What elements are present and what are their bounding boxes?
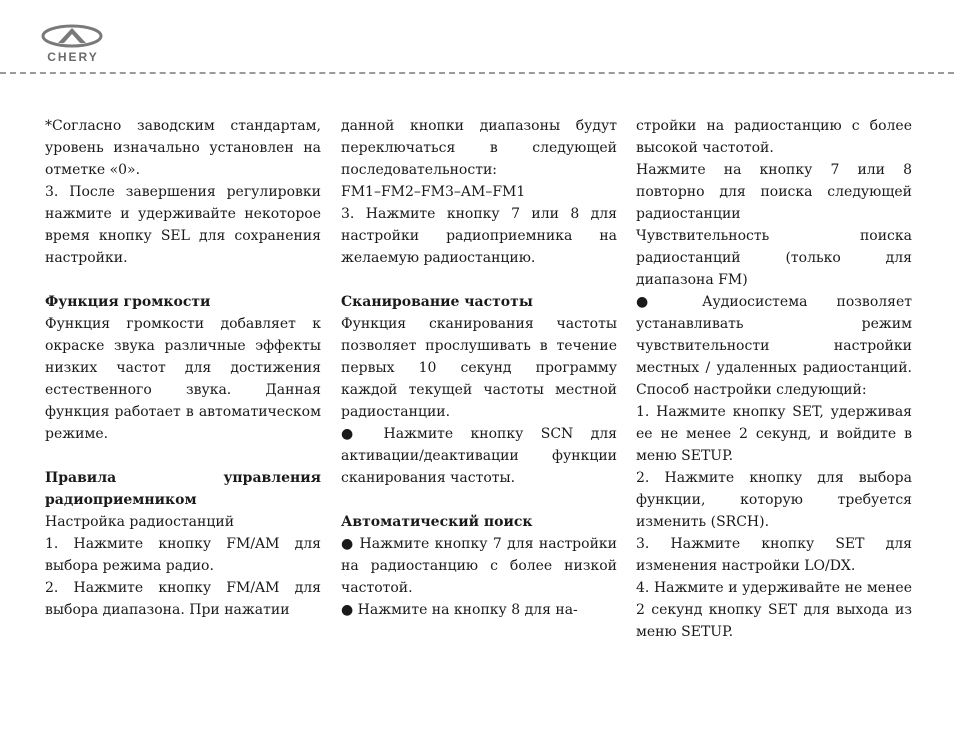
paragraph-gap <box>341 269 617 291</box>
brand-name: CHERY <box>47 50 99 64</box>
paragraph: 2. Нажмите кнопку для выбора функции, которую требуется изменить (SRCH). <box>636 470 912 530</box>
paragraph: Нажмите на кнопку 7 или 8 повторно для поиска следующей радиостанции <box>636 162 912 222</box>
paragraph: 3. Нажмите кнопку SET для изменения настройки LO/DX. <box>636 536 912 574</box>
paragraph: ● Аудиосистема позволяет устанавливать режим чувствительности настройки местных / удаленных радиостанций. Способ настройки следующий: <box>636 294 912 398</box>
paragraph: Настройка радиостанций <box>45 514 235 530</box>
chery-logo-icon <box>40 24 104 52</box>
paragraph: 1. Нажмите кнопку SET, удерживая ее не менее 2 секунд, и войдите в меню SETUP. <box>636 404 912 464</box>
paragraph: Функция сканирования частоты позволяет прослушивать в течение первых 10 секунд программу каждой текущей частоты местной радиостанции. <box>341 316 617 420</box>
paragraph: стройки на радиостанцию с более высокой частотой. <box>636 118 912 156</box>
paragraph-gap <box>341 489 617 511</box>
paragraph: ● Нажмите кнопку SCN для активации/деактивации функции сканирования частоты. <box>341 426 617 486</box>
section-heading: Автоматический поиск <box>341 514 533 530</box>
section-heading: Сканирование частоты <box>341 294 533 310</box>
paragraph: 3. Нажмите кнопку 7 или 8 для настройки радиоприемника на желаемую радиостанцию. <box>341 206 617 266</box>
paragraph: 3. После завершения регулировки нажмите и удерживайте некоторое время кнопку SEL для сохранения настройки. <box>45 184 321 266</box>
paragraph: 1. Нажмите кнопку FM/AM для выбора режима радио. <box>45 536 321 574</box>
paragraph: 4. Нажмите и удерживайте не менее 2 секунд кнопку SET для выхода из меню SETUP. <box>636 580 912 640</box>
section-heading: Правила управления радиоприемником <box>45 470 321 508</box>
paragraph: Чувствительность поиска радиостанций (только для диапазона FM) <box>636 228 912 288</box>
paragraph-gap <box>45 445 321 467</box>
paragraph: *Согласно заводским стандартам, уровень изначально установлен на отметке «0». <box>45 118 321 178</box>
section-heading: Функция громкости <box>45 294 211 310</box>
paragraph-gap <box>45 269 321 291</box>
paragraph: ● Нажмите кнопку 7 для настройки на радиостанцию с более низкой частотой. <box>341 536 617 596</box>
paragraph: ● Нажмите на кнопку 8 для на- <box>341 602 578 618</box>
header-divider <box>0 72 954 74</box>
paragraph: 2. Нажмите кнопку FM/AM для выбора диапазона. При нажатии <box>45 580 321 618</box>
text-column-1 <box>45 115 321 621</box>
text-column-2 <box>341 115 617 621</box>
paragraph: FM1–FM2–FM3–AM–FM1 <box>341 184 526 200</box>
paragraph: Функция громкости добавляет к окраске звука различные эффекты низких частот для достижения естественного звука. Данная функция работает в автоматическом режиме. <box>45 316 321 442</box>
text-column-3 <box>636 115 912 643</box>
brand-logo <box>40 24 104 68</box>
page-header <box>0 0 954 80</box>
paragraph: данной кнопки диапазоны будут переключаться в следующей последовательности: <box>341 118 617 178</box>
